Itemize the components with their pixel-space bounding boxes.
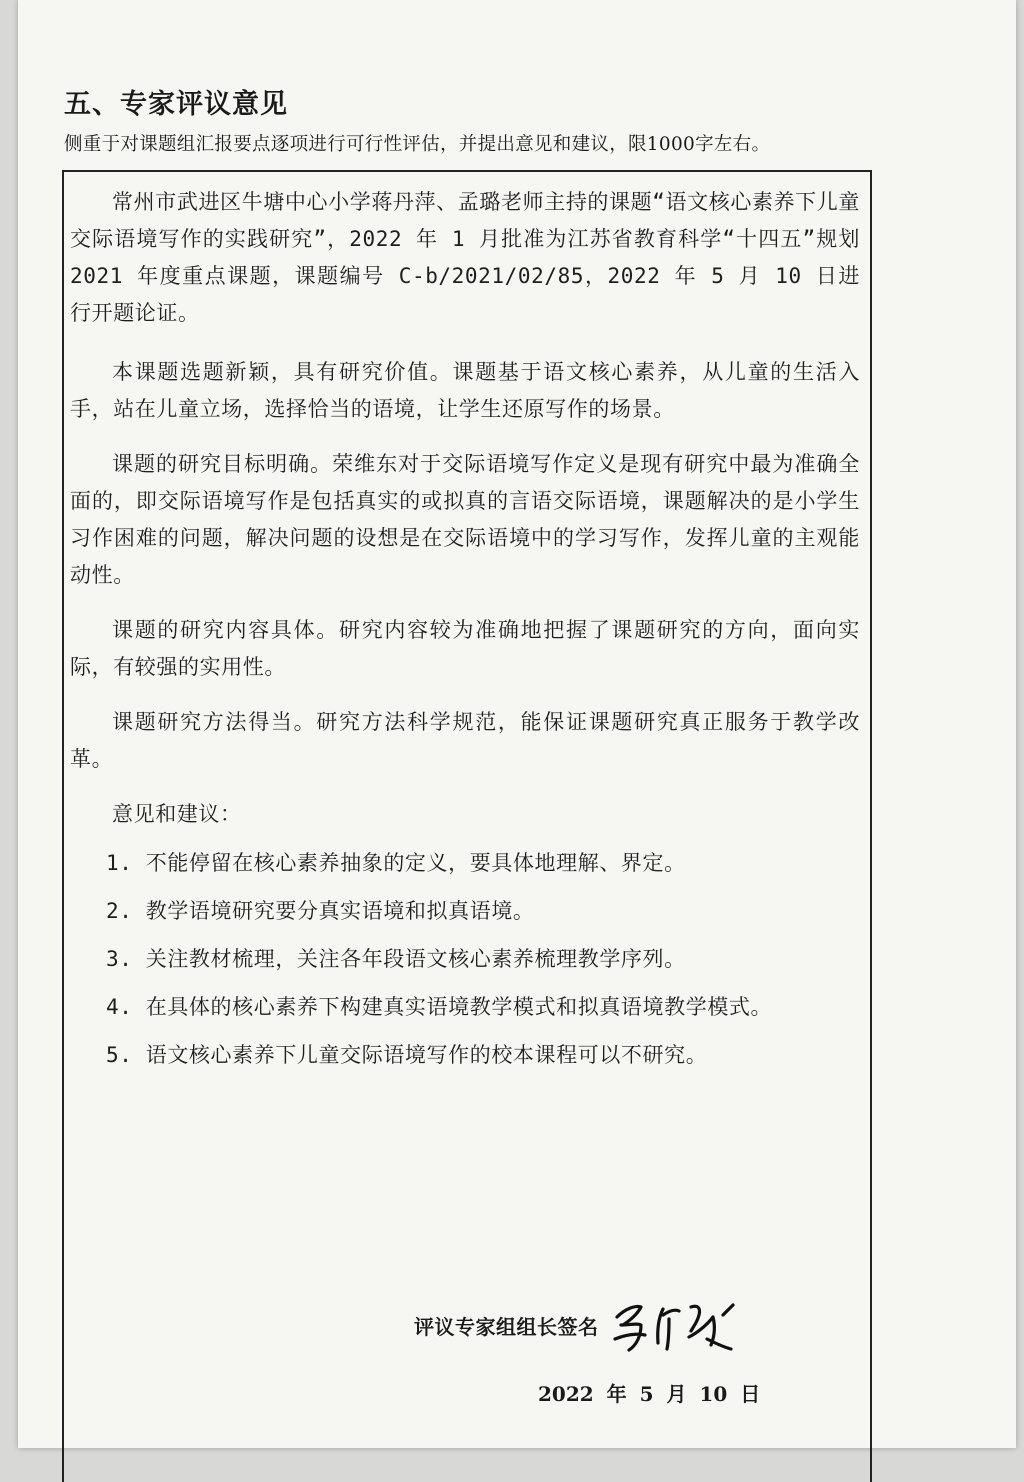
- paragraph-content: 课题的研究内容具体。研究内容较为准确地把握了课题研究的方向，面向实际，有较强的实用性。: [70, 618, 860, 679]
- section-heading: 五、专家评议意见: [64, 89, 288, 120]
- advice-item: 3. 关注教材梳理，关注各年段语文核心素养梳理教学序列。: [106, 947, 686, 971]
- advice-item: 1. 不能停留在核心素养抽象的定义，要具体地理解、界定。: [106, 851, 686, 875]
- advice-item: 5. 语文核心素养下儿童交际语境写作的校本课程可以不研究。: [106, 1043, 708, 1067]
- signature-label: 评议专家组组长签名: [414, 1314, 599, 1339]
- paragraph-methods: 课题研究方法得当。研究方法科学规范，能保证课题研究真正服务于教学改革。: [70, 710, 860, 771]
- signature-row: [414, 1295, 741, 1355]
- advice-item: 2. 教学语境研究要分真实语境和拟真语境。: [106, 899, 535, 923]
- signature-date: 2022 年 5 月 10 日: [538, 1382, 761, 1406]
- section-instruction: 侧重于对课题组汇报要点逐项进行可行性评估，并提出意见和建议，限1000字左右。: [64, 134, 771, 155]
- paragraph-topic: 本课题选题新颖，具有研究价值。课题基于语文核心素养，从儿童的生活入手，站在儿童立场，选择恰当的语境，让学生还原写作的场景。: [70, 360, 860, 421]
- paragraph-goals: 课题的研究目标明确。荣维东对于交际语境写作定义是现有研究中最为准确全面的，即交际语境写作是包括真实的或拟真的言语交际语境，课题解决的是小学生习作困难的问题，解决问题的设想是在交际语境中的学习写作，发挥儿童的主观能动性。: [70, 452, 860, 587]
- advice-item: 4. 在具体的核心素养下构建真实语境教学模式和拟真语境教学模式。: [106, 995, 773, 1019]
- advice-title: 意见和建议：: [112, 802, 242, 826]
- opinion-content: [70, 184, 860, 1085]
- handwritten-signature: [611, 1295, 741, 1355]
- paragraph-overview: 常州市武进区牛塘中心小学蒋丹萍、孟璐老师主持的课题“语文核心素养下儿童交际语境写作的实践研究”，2022 年 1 月批准为江苏省教育科学“十四五”规划 2021 年度重点课题，课题编号 C-b/2021/02/85，2022 年 5 月 10 日进行开题论证。: [70, 190, 860, 325]
